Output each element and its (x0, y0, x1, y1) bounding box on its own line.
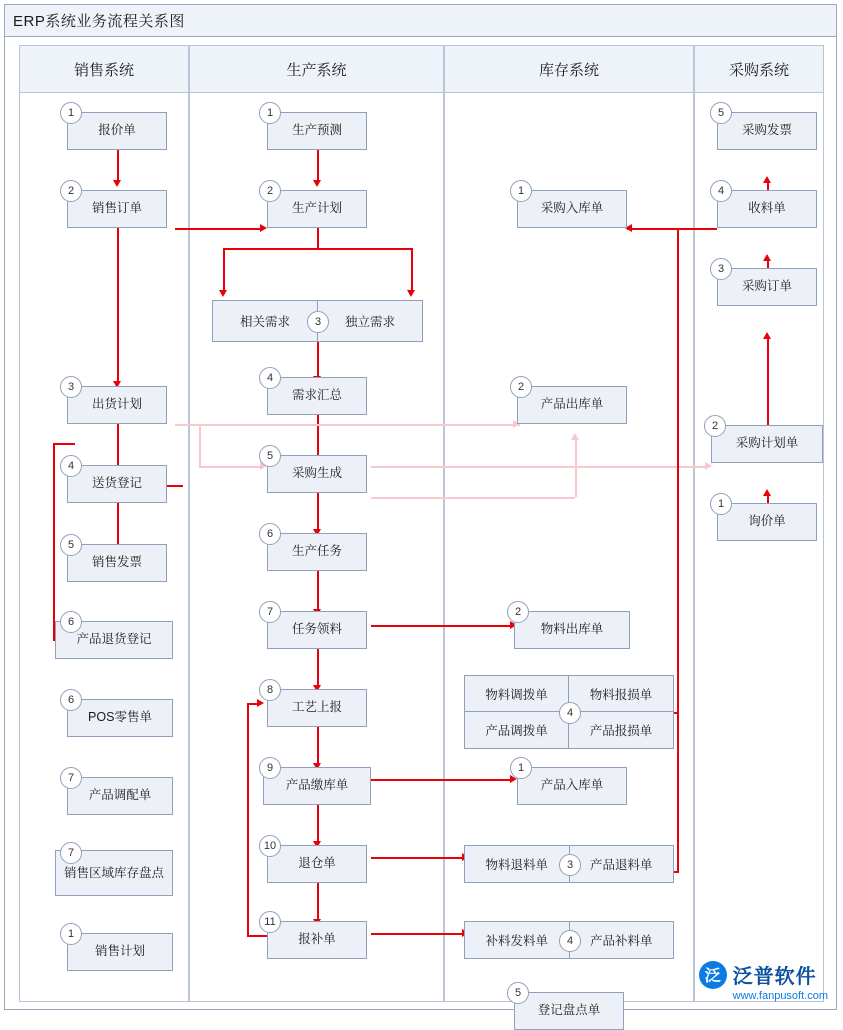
connector (317, 571, 319, 611)
node-sales-plan[interactable] (67, 933, 173, 971)
node-sales-order[interactable] (67, 190, 167, 228)
node-product-outbound[interactable] (517, 386, 627, 424)
node-material-return[interactable]: 物料退料单 (485, 858, 548, 872)
node-task-material-pick[interactable] (267, 611, 367, 649)
node-badge: 1 (259, 102, 281, 124)
lane-header-inventory (444, 45, 694, 93)
connector (53, 443, 75, 445)
node-badge: 6 (60, 611, 82, 633)
node-badge: 3 (559, 854, 581, 876)
node-badge: 2 (510, 376, 532, 398)
node-product-replenish[interactable]: 产品补料单 (589, 934, 653, 948)
node-badge: 5 (710, 102, 732, 124)
node-badge: 8 (259, 679, 281, 701)
connector (317, 805, 319, 843)
node-badge: 7 (259, 601, 281, 623)
page-title: ERP系统业务流程关系图 (13, 13, 185, 30)
node-label: 退仓单 (298, 856, 336, 871)
node-material-outbound[interactable] (514, 611, 630, 649)
node-badge: 1 (510, 180, 532, 202)
node-label: 收料单 (748, 201, 786, 216)
node-label: 销售计划 (94, 944, 145, 959)
connector (317, 493, 319, 531)
node-label: 采购计划单 (735, 436, 799, 451)
node-label: 送货登记 (91, 476, 142, 491)
brand-url: www.fanpusoft.com (732, 990, 828, 1002)
node-delivery-register[interactable] (67, 465, 167, 503)
connector (371, 857, 465, 859)
node-badge: 1 (710, 493, 732, 515)
lane-label: 采购系统 (728, 61, 789, 79)
node-badge: 4 (259, 367, 281, 389)
node-material-damage[interactable]: 物料报损单 (569, 676, 673, 712)
connector (411, 248, 413, 292)
connector (317, 228, 319, 248)
node-label: 产品缴库单 (285, 778, 349, 793)
node-product-transfer[interactable]: 产品调拨单 (465, 712, 569, 748)
node-purchase-order[interactable] (717, 268, 817, 306)
node-shipping-plan[interactable] (67, 386, 167, 424)
node-label: 产品退货登记 (76, 632, 152, 647)
connector (247, 703, 249, 935)
node-product-inbound[interactable] (517, 767, 627, 805)
node-label: 产品入库单 (540, 778, 604, 793)
watermark (699, 960, 828, 1002)
node-label: 销售订单 (91, 201, 142, 216)
node-badge: 10 (259, 835, 281, 857)
node-stocktake-register[interactable] (514, 992, 624, 1030)
node-badge: 2 (259, 180, 281, 202)
node-label: 工艺上报 (291, 700, 342, 715)
connector (199, 466, 263, 468)
node-material-replenish-issue[interactable]: 补料发料单 (485, 934, 548, 948)
arrow-head (705, 462, 712, 470)
node-label: 生产任务 (291, 544, 342, 559)
arrow-head (257, 699, 264, 707)
node-inquiry[interactable] (717, 503, 817, 541)
node-badge: 11 (259, 911, 281, 933)
node-product-allocation[interactable] (67, 777, 173, 815)
connector (371, 497, 575, 499)
connector (247, 935, 269, 937)
node-label: 采购入库单 (540, 201, 604, 216)
node-label: 报补单 (298, 932, 336, 947)
node-badge: 9 (259, 757, 281, 779)
node-badge: 5 (507, 982, 529, 1004)
node-badge: 5 (259, 445, 281, 467)
node-badge: 1 (60, 923, 82, 945)
node-label: 采购生成 (291, 466, 342, 481)
node-label: POS零售单 (88, 710, 152, 725)
connector (117, 424, 119, 469)
connector (317, 150, 319, 182)
node-label: 产品出库单 (540, 397, 604, 412)
connector (175, 228, 263, 230)
node-badge: 3 (307, 311, 329, 333)
node-production-task[interactable] (267, 533, 367, 571)
node-purchase-generate[interactable] (267, 455, 367, 493)
node-badge: 4 (710, 180, 732, 202)
node-label-right: 独立需求 (344, 315, 395, 329)
node-label: 采购订单 (741, 279, 792, 294)
node-return-warehouse[interactable] (267, 845, 367, 883)
arrow-head (571, 433, 579, 440)
arrow-head (763, 332, 771, 339)
node-badge: 6 (259, 523, 281, 545)
node-badge: 7 (60, 842, 82, 864)
node-product-return[interactable]: 产品退料单 (589, 858, 653, 872)
node-badge: 1 (60, 102, 82, 124)
node-process-report[interactable] (267, 689, 367, 727)
node-badge: 4 (60, 455, 82, 477)
connector (317, 415, 319, 457)
arrow-head (763, 176, 771, 183)
node-label: 物料出库单 (540, 622, 604, 637)
connector (117, 150, 119, 182)
arrow-head (219, 290, 227, 297)
brand-name: 泛普软件 (732, 966, 817, 988)
connector (223, 248, 413, 250)
node-label: 生产预测 (291, 123, 342, 138)
node-receipt[interactable] (717, 190, 817, 228)
connector (371, 625, 513, 627)
connector (317, 727, 319, 765)
node-label: 生产计划 (291, 201, 342, 216)
node-sales-quotation[interactable] (67, 112, 167, 150)
node-badge: 1 (510, 757, 532, 779)
node-demand-summary[interactable] (267, 377, 367, 415)
node-label: 登记盘点单 (537, 1003, 601, 1018)
node-label: 采购发票 (741, 123, 792, 138)
lane-label: 销售系统 (73, 61, 134, 79)
node-material-transfer[interactable]: 物料调拨单 (465, 676, 569, 712)
connector (317, 883, 319, 921)
arrow-head (113, 180, 121, 187)
node-pos-retail[interactable] (67, 699, 173, 737)
connector (371, 779, 513, 781)
node-purchase-inbound[interactable] (517, 190, 627, 228)
connector (371, 933, 465, 935)
node-badge: 7 (60, 767, 82, 789)
node-badge: 3 (60, 376, 82, 398)
lane-header-purchasing (694, 45, 824, 93)
connector (117, 503, 119, 549)
connector (317, 342, 319, 378)
node-label: 任务领料 (291, 622, 342, 637)
watermark-row (699, 960, 817, 989)
node-badge: 3 (710, 258, 732, 280)
arrow-head (260, 224, 267, 232)
node-badge: 4 (559, 702, 581, 724)
connector (223, 248, 225, 292)
connector (53, 443, 55, 639)
arrow-head (763, 254, 771, 261)
node-badge: 6 (60, 689, 82, 711)
connector (175, 424, 520, 426)
node-label: 询价单 (748, 514, 786, 529)
brand-logo-icon: 泛 (699, 961, 727, 989)
node-badge: 2 (60, 180, 82, 202)
node-production-forecast[interactable] (267, 112, 367, 150)
diagram-page (4, 4, 837, 1018)
node-badge: 2 (507, 601, 529, 623)
node-label: 销售发票 (91, 555, 142, 570)
node-product-damage[interactable]: 产品报损单 (589, 724, 653, 738)
node-purchase-invoice[interactable] (717, 112, 817, 150)
node-label: 出货计划 (91, 397, 142, 412)
connector (371, 466, 707, 468)
node-label: 销售区域库存盘点 (63, 865, 164, 880)
connector (627, 228, 717, 230)
arrow-head (763, 489, 771, 496)
title-bar (5, 5, 836, 37)
node-label: 产品调配单 (88, 788, 152, 803)
connector (317, 649, 319, 687)
node-purchase-plan[interactable] (711, 425, 823, 463)
node-replenishment[interactable] (267, 921, 367, 959)
arrow-head (313, 180, 321, 187)
node-production-plan[interactable] (267, 190, 367, 228)
connector (199, 424, 201, 466)
node-badge: 4 (559, 930, 581, 952)
node-label-left: 相关需求 (239, 315, 290, 329)
node-badge: 5 (60, 534, 82, 556)
lane-label: 库存系统 (538, 61, 599, 79)
node-badge: 2 (704, 415, 726, 437)
connector (575, 437, 577, 497)
lane-header-sales (19, 45, 189, 93)
lane-label: 生产系统 (286, 61, 347, 79)
lane-header-production (189, 45, 444, 93)
node-label: 需求汇总 (291, 388, 342, 403)
connector (677, 228, 679, 872)
connector (117, 228, 119, 383)
node-label: 报价单 (98, 123, 136, 138)
arrow-head (407, 290, 415, 297)
node-sales-invoice[interactable] (67, 544, 167, 582)
diagram-canvas (5, 37, 838, 1018)
